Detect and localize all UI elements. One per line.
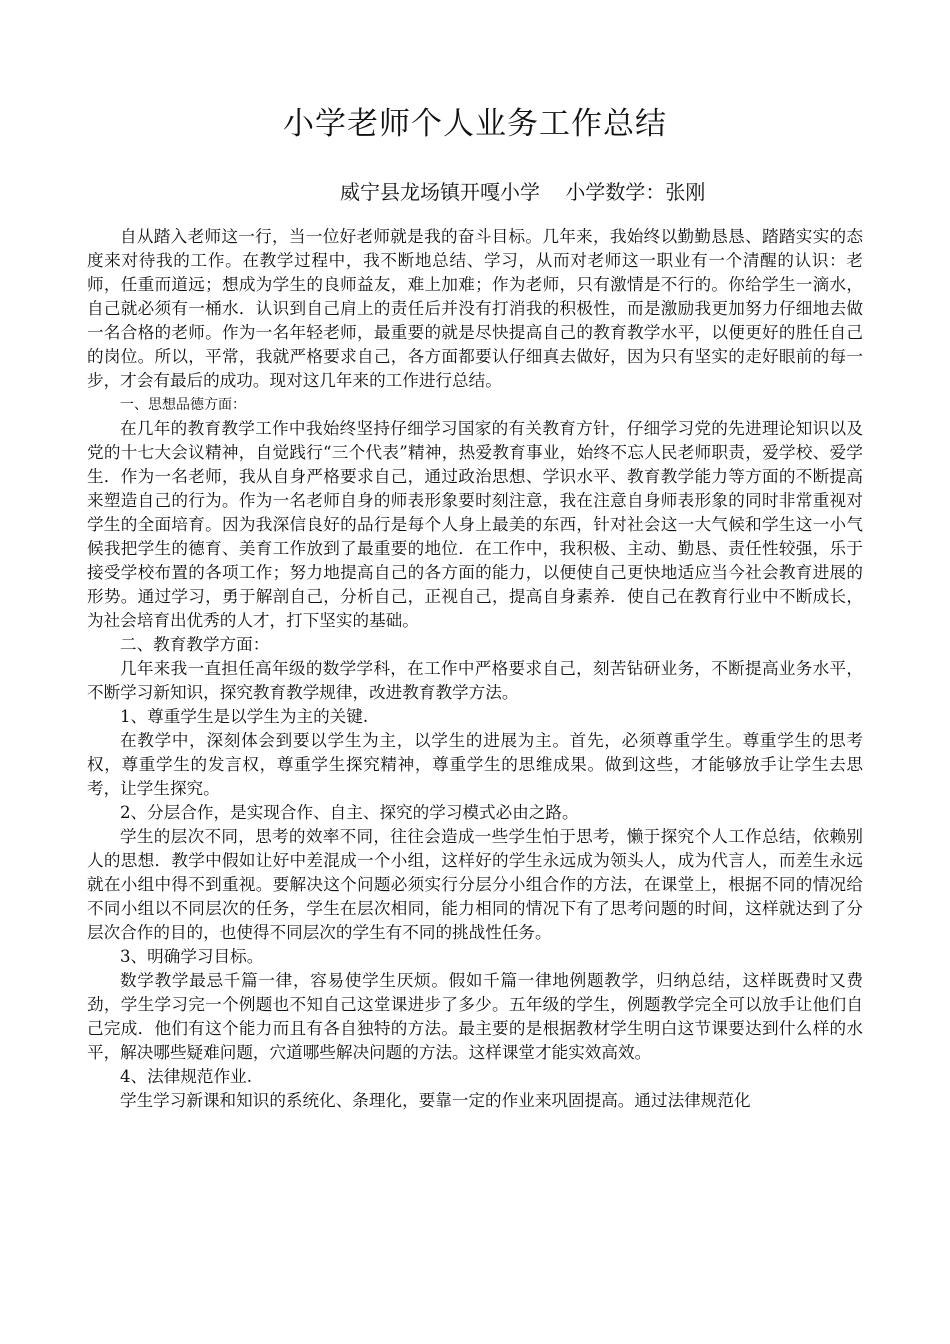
- body-paragraph: 1、尊重学生是以学生为主的关键.: [120, 707, 369, 726]
- author-byline: 威宁县龙场镇开嘎小学 小学数学：张刚: [340, 180, 706, 204]
- body-paragraph: 几年来我一直担任高年级的数学学科，在工作中严格要求自己，刻苦钻研业务，不断提高业务水平，不断学习新知识，探究教育教学规律，改进教育教学方法。: [87, 659, 863, 702]
- body-paragraph: 在教学中，深刻体会到要以学生为主，以学生的进展为主。首先，必须尊重学生。尊重学生的思考权，尊重学生的发言权，尊重学生探究精神，尊重学生的思维成果。做到这些，才能够放手让学生去思考，让学生探究。: [87, 731, 863, 798]
- body-paragraph: 自从踏入老师这一行，当一位好老师就是我的奋斗目标。几年来，我始终以勤勤恳恳、踏踏实实的态度来对待我的工作。在教学过程中，我不断地总结、学习，从而对老师这一职业有一个清醒的认识：老师，任重而道远；想成为学生的良师益友，难上加难；作为老师，只有激情是不行的。你给学生一滴水，自己就必须有一桶水．认识到自己肩上的责任后并没有打消我的积极性，而是激励我更加努力仔细地去做一名合格的老师。作为一名年轻老师，最重要的就是尽快提高自己的教育教学水平，以便更好的胜任自己的岗位。所以，平常，我就严格要求自己，各方面都要认仔细真去做好，因为只有坚实的走好眼前的每一步，才会有最后的成功。现对这几年来的工作进行总结。: [87, 227, 863, 390]
- body-paragraph: 3、明确学习目标。: [120, 947, 264, 966]
- body-paragraph: 在几年的教育教学工作中我始终坚持仔细学习国家的有关教育方针，仔细学习党的先进理论知识以及党的十七大会议精神，自觉践行“三个代表”精神，热爱教育事业，始终不忘人民老师职责，爱学校、爱学生．作为一名老师，我从自身严格要求自己，通过政治思想、学识水平、教育教学能力等方面的不断提高来塑造自己的行为。作为一名老师自身的师表形象要时刻注意，我在注意自身师表形象的同时非常重视对学生的全面培育。因为我深信良好的品行是每个人身上最美的东西，针对社会这一大气候和学生这一小气候我把学生的德育、美育工作放到了最重要的地位．在工作中，我积极、主动、勤恳、责任性较强，乐于接受学校布置的各项工作；努力地提高自己的各方面的能力，以便使自己更快地适应当今社会教育进展的形势。通过学习，勇于解剖自己，分析自己，正视自己，提高自身素养．使自己在教育行业中不断成长，为社会培育出优秀的人才，打下坚实的基础。: [87, 419, 863, 630]
- body-paragraph: 2、分层合作，是实现合作、自主、探究的学习模式必由之路。: [120, 803, 579, 822]
- body-paragraph: 数学教学最忌千篇一律，容易使学生厌烦。假如千篇一律地例题教学，归纳总结，这样既费时又费劲，学生学习完一个例题也不知自己这堂课进步了多少。五年级的学生，例题教学完全可以放手让他们自己完成．他们有这个能力而且有各自独特的方法。最主要的是根据教材学生明白这节课要达到什么样的水平，解决哪些疑难问题，穴道哪些解决问题的方法。这样课堂才能实效高效。: [87, 971, 863, 1062]
- body-paragraph: 学生的层次不同，思考的效率不同，往往会造成一些学生怕于思考，懒于探究个人工作总结，依赖别人的思想．教学中假如让好中差混成一个小组，这样好的学生永远成为领头人，成为代言人，而差生永远就在小组中得不到重视。要解决这个问题必须实行分层分小组合作的方法，在课堂上，根据不同的情况给不同小组以不同层次的任务，学生在层次相同，能力相同的情况下有了思考问题的时间，这样就达到了分层次合作的目的，也使得不同层次的学生有不同的挑战性任务。: [87, 827, 863, 942]
- body-paragraph: 学生学习新课和知识的系统化、条理化，要靠一定的作业来巩固提高。通过法律规范化: [120, 1091, 751, 1110]
- body-paragraph: 二、教育教学方面：: [120, 635, 270, 654]
- document-body: [87, 225, 863, 1113]
- section-heading: 一、思想品德方面：: [120, 397, 246, 413]
- body-paragraph: 4、法律规范作业.: [120, 1067, 252, 1086]
- document-title: 小学老师个人业务工作总结: [283, 106, 667, 142]
